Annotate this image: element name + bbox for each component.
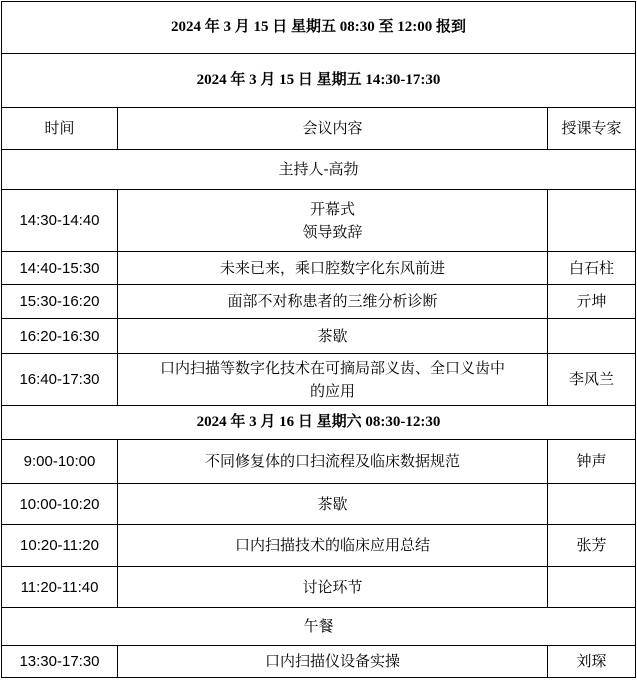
session-time: 10:20-11:20 — [2, 525, 118, 567]
session-content: 口内扫描仪设备实操 — [118, 646, 548, 678]
host-row — [2, 150, 636, 190]
day2-header-row — [2, 406, 636, 440]
lunch-row — [2, 608, 636, 646]
session-expert: 刘琛 — [548, 646, 636, 678]
column-header-content: 会议内容 — [118, 108, 548, 150]
table-row — [2, 525, 636, 567]
day2-header: 2024 年 3 月 16 日 星期六 08:30-12:30 — [2, 406, 636, 440]
session-time: 14:40-15:30 — [2, 252, 118, 285]
table-row — [2, 190, 636, 252]
table-row — [2, 319, 636, 354]
day1-header: 2024 年 3 月 15 日 星期五 14:30-17:30 — [2, 54, 636, 108]
column-header-row — [2, 108, 636, 150]
arrival-row — [2, 2, 636, 54]
session-expert — [548, 190, 636, 252]
session-expert: 钟声 — [548, 440, 636, 484]
table-row — [2, 484, 636, 525]
column-header-time: 时间 — [2, 108, 118, 150]
table-row — [2, 285, 636, 319]
session-content-line: 开幕式 — [309, 199, 355, 218]
session-time: 10:00-10:20 — [2, 484, 118, 525]
lunch-label: 午餐 — [2, 608, 636, 646]
session-content: 面部不对称患者的三维分析诊断 — [118, 285, 548, 319]
table-row — [2, 440, 636, 484]
table-row — [2, 252, 636, 285]
session-time: 16:40-17:30 — [2, 354, 118, 406]
session-time: 9:00-10:00 — [2, 440, 118, 484]
session-content: 讨论环节 — [118, 567, 548, 608]
session-content-line: 领导致辞 — [302, 222, 363, 241]
session-content — [118, 354, 548, 406]
session-content-line: 的应用 — [309, 381, 355, 400]
table-row — [2, 646, 636, 678]
session-time: 14:30-14:40 — [2, 190, 118, 252]
session-content: 茶歇 — [118, 319, 548, 354]
session-time: 15:30-16:20 — [2, 285, 118, 319]
session-content: 未来已来，乘口腔数字化东风前进 — [118, 252, 548, 285]
session-expert: 亓坤 — [548, 285, 636, 319]
session-expert: 白石柱 — [548, 252, 636, 285]
session-content: 口内扫描技术的临床应用总结 — [118, 525, 548, 567]
session-content-line: 口内扫描等数字化技术在可摘局部义齿、全口义齿中 — [159, 358, 505, 377]
session-content — [118, 190, 548, 252]
session-expert: 张芳 — [548, 525, 636, 567]
column-header-expert: 授课专家 — [548, 108, 636, 150]
session-time: 11:20-11:40 — [2, 567, 118, 608]
schedule-table — [1, 1, 636, 678]
session-content: 不同修复体的口扫流程及临床数据规范 — [118, 440, 548, 484]
table-row — [2, 354, 636, 406]
session-time: 13:30-17:30 — [2, 646, 118, 678]
host-label: 主持人-高勃 — [2, 150, 636, 190]
session-expert — [548, 484, 636, 525]
table-row — [2, 567, 636, 608]
session-expert — [548, 567, 636, 608]
session-content: 茶歇 — [118, 484, 548, 525]
session-expert — [548, 319, 636, 354]
day1-header-row — [2, 54, 636, 108]
arrival-day-header: 2024 年 3 月 15 日 星期五 08:30 至 12:00 报到 — [2, 2, 636, 54]
session-expert: 李风兰 — [548, 354, 636, 406]
session-time: 16:20-16:30 — [2, 319, 118, 354]
